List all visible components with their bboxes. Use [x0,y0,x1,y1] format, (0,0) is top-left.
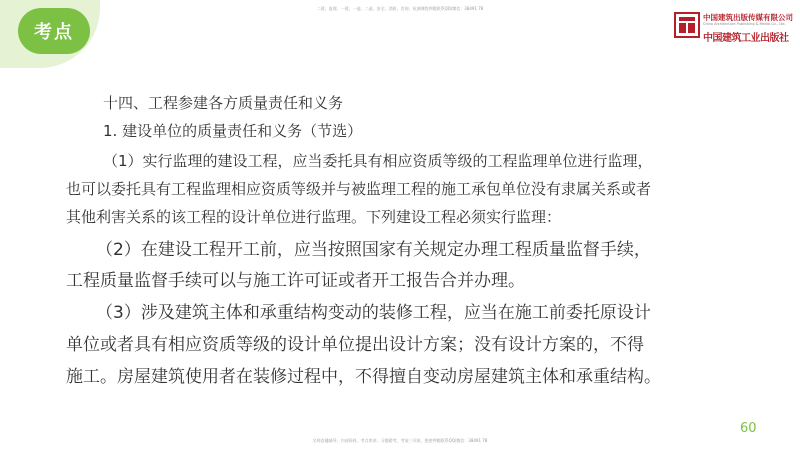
topic-badge: 考点 [18,8,90,54]
paragraph-2-line-1: （2）在建设工程开工前，应当按照国家有关规定办理工程质量监督手续， [96,240,651,260]
paragraph-3-line-1: （3）涉及建筑主体和承重结构变动的装修工程，应当在施工前委托原设计 [96,303,651,323]
section-heading: 十四、工程参建各方质量责任和义务 [103,94,344,112]
paragraph-3-line-2: 单位或者具有相应资质等级的设计单位提出设计方案；没有设计方案的，不得 [66,335,644,355]
paragraph-2-line-2: 工程质量监督手续可以与施工许可证或者开工报告合并办理。 [66,271,525,291]
header-note: 二建、监理、一建、一造、二造、安全、消防、咨询、检测课程押题联系QQ/微信：38491 78 [316,6,484,11]
paragraph-1-line-2: 也可以委托具有工程监理相应资质等级并与被监理工程的施工承包单位没有隶属关系或者 [66,180,652,198]
publisher-wordmark: 中国建筑工业出版社 [703,33,789,44]
paragraph-1-line-3: 其他利害关系的该工程的设计单位进行监理。下列建设工程必须实行监理： [66,208,562,226]
page-number: 60 [740,421,757,436]
publisher-emblem-icon [674,12,700,38]
publisher-name-en: China Architecture Publishing & Media Co., Ltd. [703,22,786,26]
subsection-heading: 1. 建设单位的质量责任和义务（节选） [103,122,363,140]
paragraph-3-line-3: 施工。房屋建筑使用者在装修过程中，不得擅自变动房屋建筑主体和承重结构。 [66,367,661,387]
publisher-logo [674,10,794,44]
footer-note: 名师直播辅导、内部资料、考点串讲、习题精考、考前三页纸、绝密押题联系QQ/微信：38491 78 [312,438,488,443]
paragraph-1-line-1: （1）实行监理的建设工程，应当委托具有相应资质等级的工程监理单位进行监理， [103,152,653,170]
publisher-name: 中国建筑出版传媒有限公司 [703,13,793,22]
